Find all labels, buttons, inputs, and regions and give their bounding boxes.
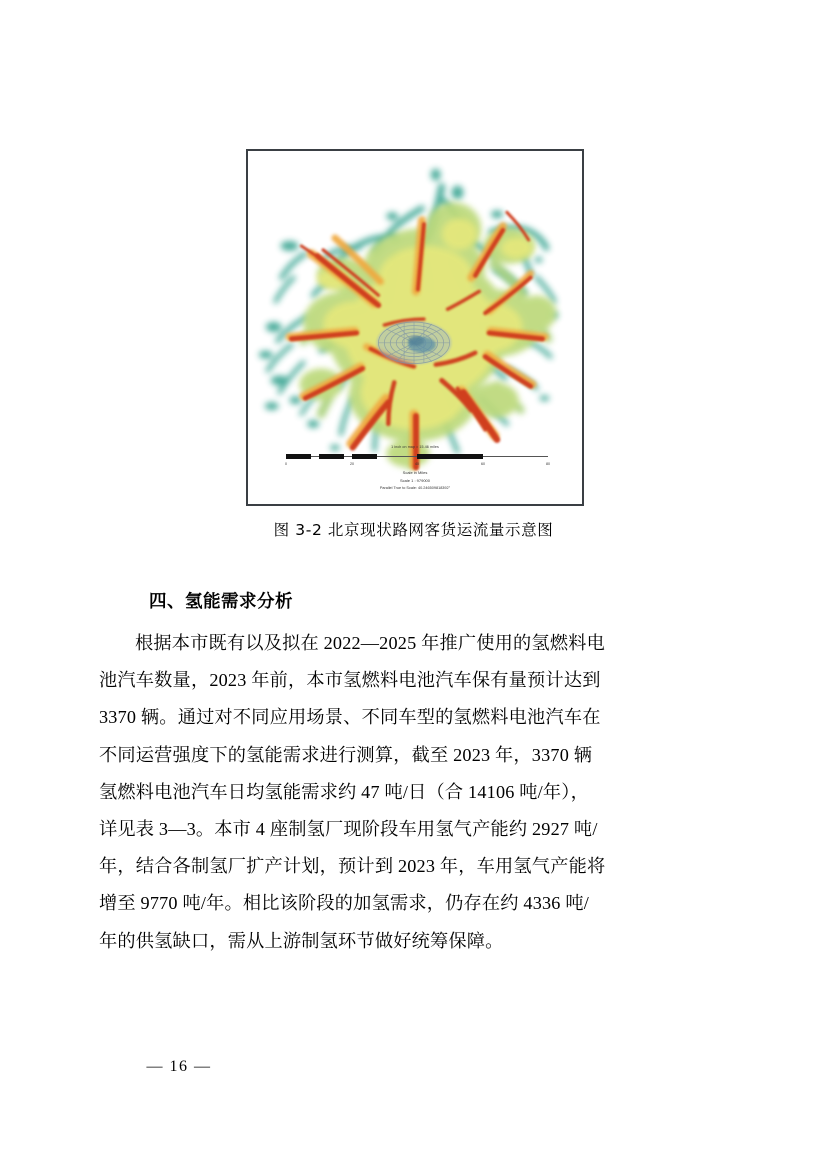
paragraph-line: 池汽车数量，2023 年前，本市氢燃料电池汽车保有量预计达到	[99, 670, 601, 691]
paragraph-line: 不同运营强度下的氢能需求进行测算，截至 2023 年，3370 辆	[99, 744, 593, 765]
scale-in-miles-label: Scale in Miles	[402, 470, 428, 475]
map-frame	[246, 149, 584, 506]
body-content	[99, 585, 729, 960]
page-number: — 16 —	[146, 1058, 212, 1075]
figure-3-2	[246, 149, 584, 506]
scale-tick-40: 40	[415, 462, 419, 466]
scale-tick-20: 20	[350, 462, 354, 466]
scale-ratio-label: Scale 1 : 979000	[399, 478, 431, 483]
paragraph-line: 年的供氢缺口，需从上游制氢环节做好统筹保障。	[99, 930, 504, 951]
scale-tick-0: 0	[285, 462, 287, 466]
section-heading: 四、氢能需求分析	[149, 592, 293, 612]
body-paragraph	[99, 625, 729, 960]
paragraph-line: 详见表 3—3。本市 4 座制氢厂现阶段车用氢气产能约 2927 吨/	[99, 819, 598, 840]
parallel-true-to-scale-label: Parallel True to Scale: 40.246509818392°	[379, 486, 451, 490]
scale-tick-80: 80	[546, 462, 550, 466]
city-core-rings	[376, 321, 451, 365]
scale-note-label: 1 inch on map = 15.46 miles	[391, 445, 439, 449]
paragraph-line: 根据本市既有以及拟在 2022—2025 年推广使用的氢燃料电	[135, 633, 605, 653]
paragraph-line: 3370 辆。通过对不同应用场景、不同车型的氢燃料电池汽车在	[99, 707, 601, 728]
paragraph-line: 年，结合各制氢厂扩产计划，预计到 2023 年，车用氢气产能将	[99, 856, 606, 877]
paragraph-line: 增至 9770 吨/年。相比该阶段的加氢需求，仍存在约 4336 吨/	[99, 893, 589, 914]
paragraph-line: 氢燃料电池汽车日均氢能需求约 47 吨/日（合 14106 吨/年），	[99, 781, 589, 802]
scale-tick-60: 60	[481, 462, 485, 466]
traffic-flow-heatmap	[248, 151, 582, 504]
figure-caption: 图 3-2 北京现状路网客货运流量示意图	[273, 521, 554, 539]
